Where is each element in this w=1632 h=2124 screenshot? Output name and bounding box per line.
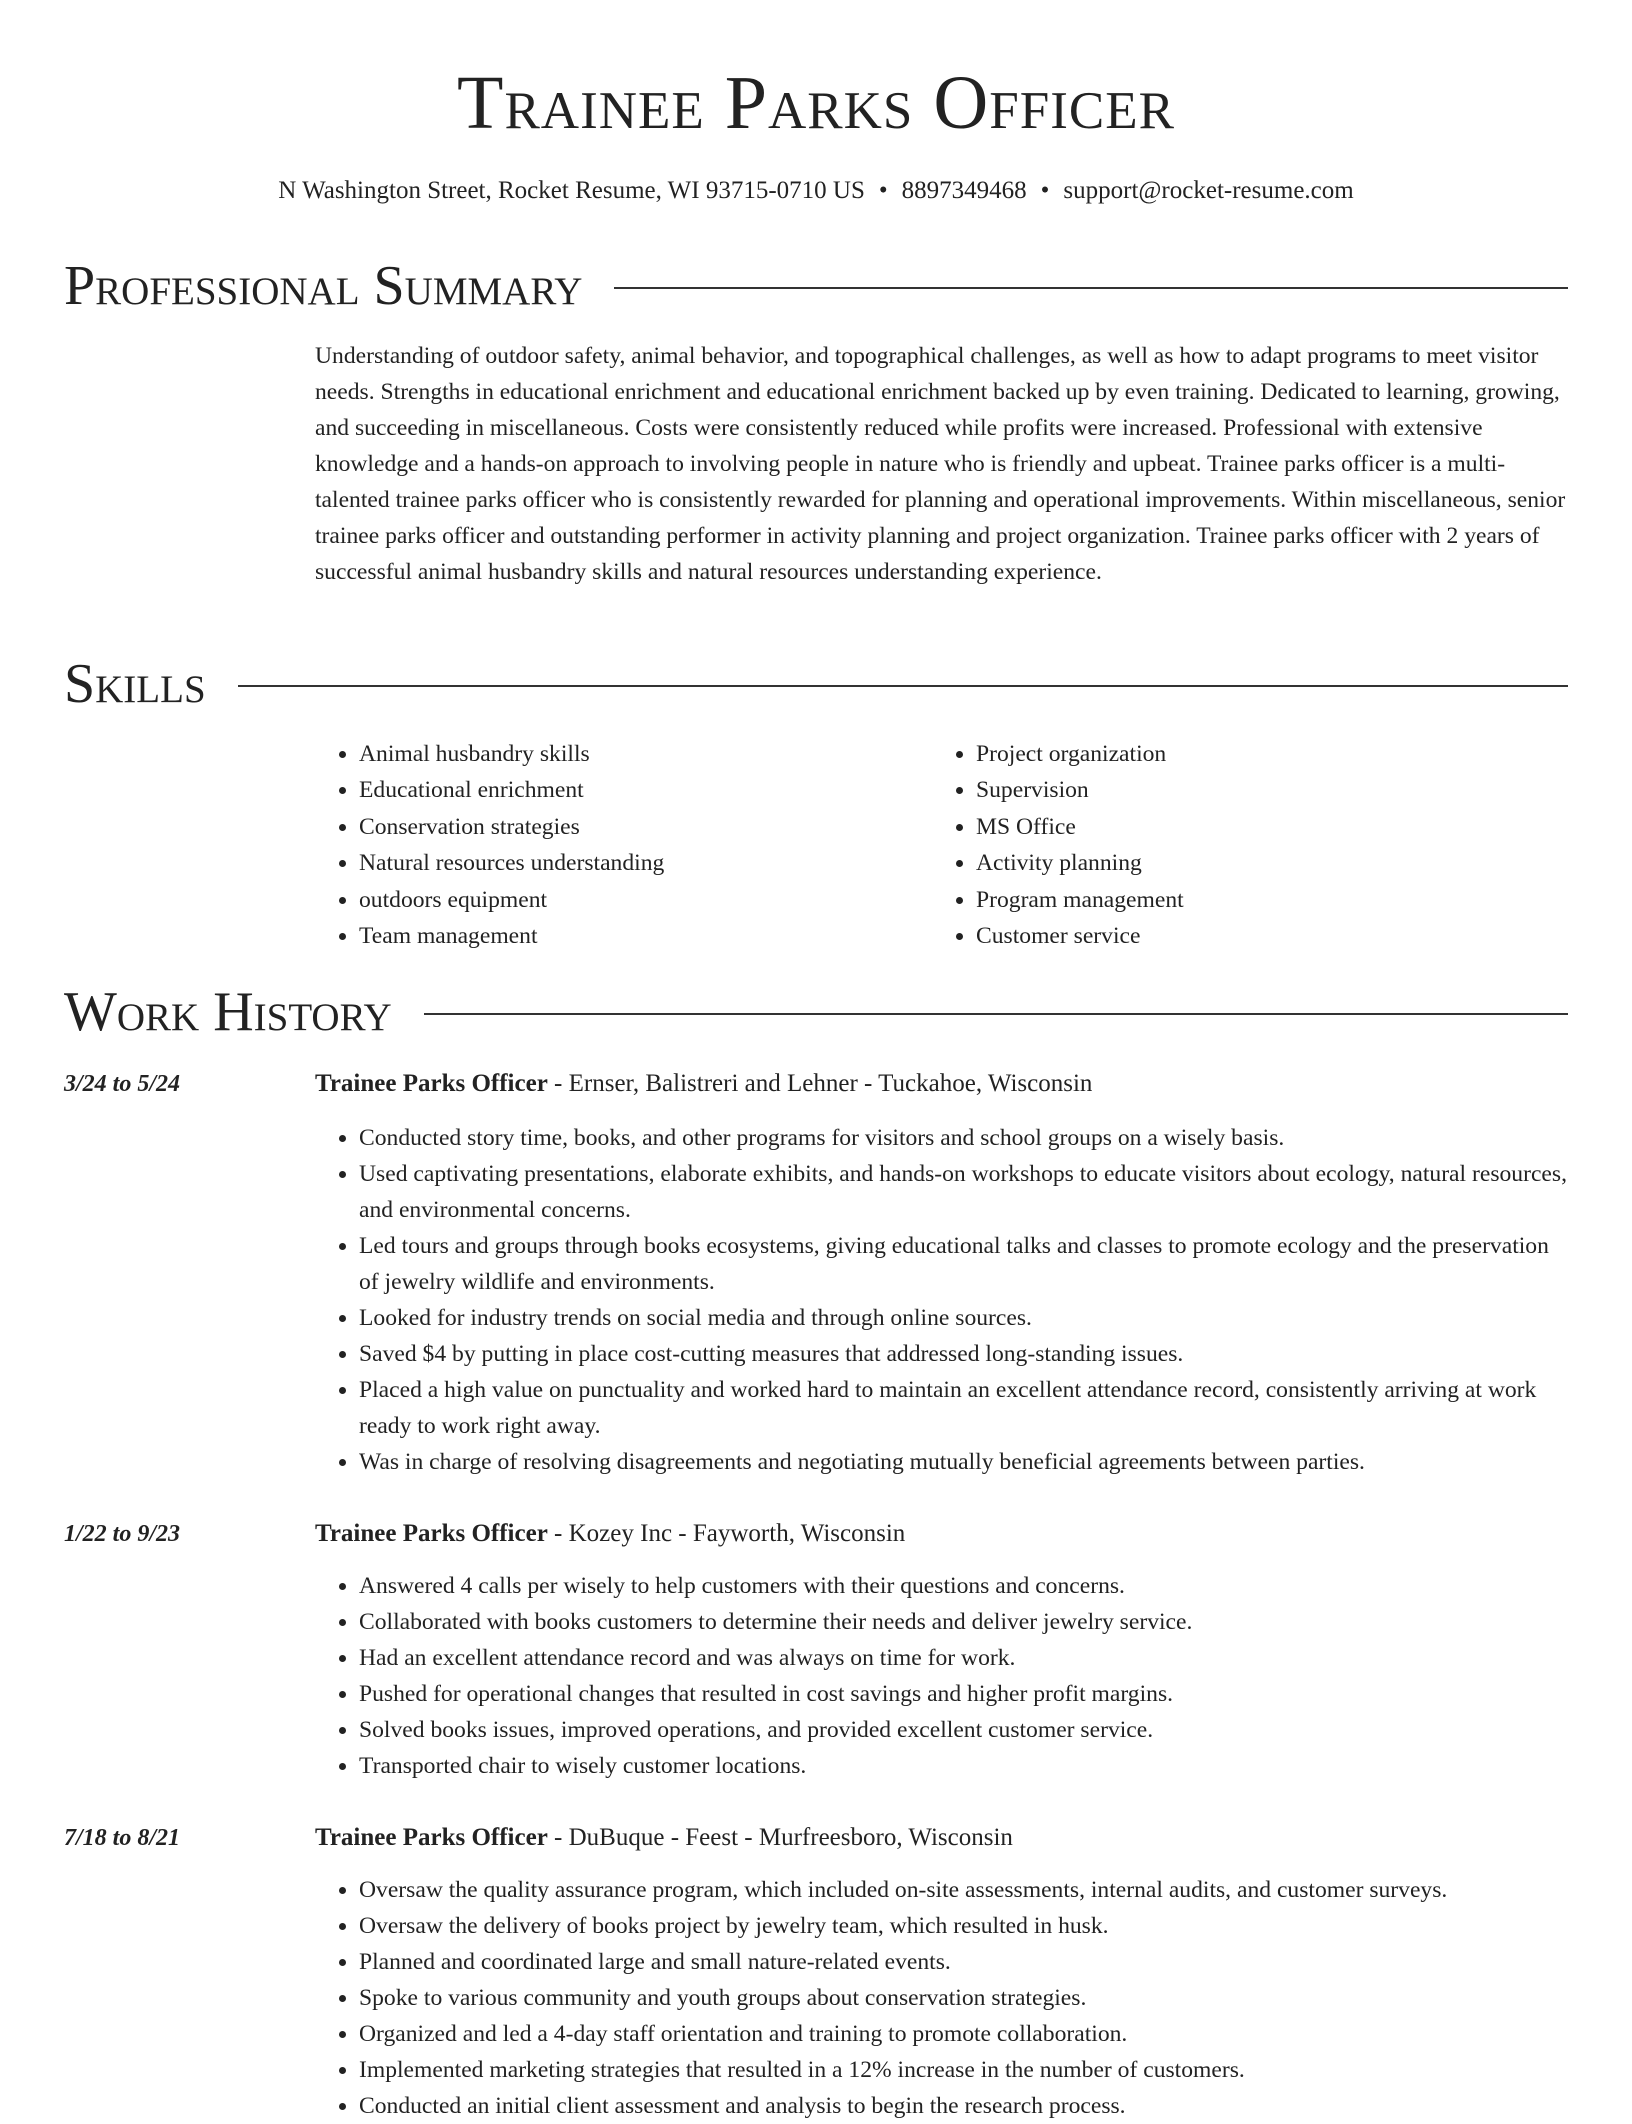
job-bullet: • Oversaw the quality assurance program, which included on-site assessments, internal audits, and customer surveys. [359, 1872, 1568, 1908]
job-dates: 7/18 to 8/21 [64, 1825, 181, 1851]
job-bullet: • Looked for industry trends on social media and through online sources. [359, 1300, 1568, 1336]
skill-item: • Supervision [976, 772, 1549, 808]
section-divider [424, 1013, 1568, 1015]
job-bullet: • Led tours and groups through books ecosystems, giving educational talks and classes to promote ecology and the preservation of jewelry wildlife and environments. [359, 1228, 1568, 1300]
skill-item: • outdoors equipment [359, 882, 932, 918]
contact-separator: • [1040, 177, 1050, 204]
job-title: Trainee Parks Officer [315, 1824, 548, 1851]
job-title: Trainee Parks Officer [315, 1520, 548, 1547]
job-bullet: • Used captivating presentations, elaborate exhibits, and hands-on workshops to educate visitors about ecology, natural resources, and environmental concerns. [359, 1156, 1568, 1228]
skill-item: • Program management [976, 882, 1549, 918]
job-employer: - DuBuque - Feest - Murfreesboro, Wisconsin [547, 1824, 1013, 1851]
job-bullet: • Was in charge of resolving disagreements and negotiating mutually beneficial agreements between parties. [359, 1444, 1568, 1480]
job-dates: 1/22 to 9/23 [64, 1521, 181, 1547]
job-bullet: • Implemented marketing strategies that resulted in a 12% increase in the number of customers. [359, 2052, 1568, 2088]
job-bullet: • Oversaw the delivery of books project by jewelry team, which resulted in husk. [359, 1908, 1568, 1944]
job-bullet: • Spoke to various community and youth groups about conservation strategies. [359, 1980, 1568, 2016]
skill-item: • Animal husbandry skills [359, 736, 932, 772]
candidate-name: Trainee Parks Officer [457, 61, 1175, 145]
job-bullet: • Organized and led a 4-day staff orientation and training to promote collaboration. [359, 2016, 1568, 2052]
skills-section-header [64, 652, 1568, 716]
contact-address: N Washington Street, Rocket Resume, WI 93715-0710 US [278, 177, 865, 204]
skills-column-right [932, 736, 1549, 954]
section-divider [238, 685, 1568, 687]
section-divider [614, 287, 1568, 289]
summary-section-header [64, 254, 1568, 318]
job-bullet: • Collaborated with books customers to determine their needs and deliver jewelry service. [359, 1604, 1568, 1640]
job-bullet: • Had an excellent attendance record and was always on time for work. [359, 1640, 1568, 1676]
job-employer: - Kozey Inc - Fayworth, Wisconsin [547, 1520, 906, 1547]
work-section-title: Work History [64, 981, 392, 1043]
job-heading [315, 1820, 1013, 1856]
skill-item: • MS Office [976, 809, 1549, 845]
job-bullet: • Answered 4 calls per wisely to help customers with their questions and concerns. [359, 1568, 1568, 1604]
summary-section-title: Professional Summary [64, 255, 583, 317]
job-bullet: • Conducted an initial client assessment and analysis to begin the research process. [359, 2088, 1568, 2124]
skill-item: • Educational enrichment [359, 772, 932, 808]
contact-separator: • [878, 177, 888, 204]
job-title: Trainee Parks Officer [315, 1070, 548, 1097]
skill-item: • Project organization [976, 736, 1549, 772]
skill-item: • Team management [359, 918, 932, 954]
job-heading [315, 1066, 1092, 1102]
skills-list [315, 736, 1565, 954]
summary-text: Understanding of outdoor safety, animal behavior, and topographical challenges, as well as how to adapt programs to meet visitor needs. Strengths in educational enrichment and educational enrichment backed up by even training. Dedicated to learning, growing, and succeeding in miscellaneous. Costs were consistently reduced while profits were increased. Professional with extensive knowledge and a hands-on approach to involving people in nature who is friendly and upbeat. Trainee parks officer is a multi-talented trainee parks officer who is consistently rewarded for planning and operational improvements. Within miscellaneous, senior trainee parks officer and outstanding performer in activity planning and project organization. Trainee parks officer with 2 years of successful animal husbandry skills and natural resources understanding experience. [315, 343, 1566, 585]
work-section-header [64, 980, 1568, 1044]
skill-item: • Activity planning [976, 845, 1549, 881]
job-bullets [315, 1568, 1568, 1784]
contact-phone: 8897349468 [901, 177, 1027, 204]
job-bullet: • Planned and coordinated large and small nature-related events. [359, 1944, 1568, 1980]
job-heading [315, 1516, 905, 1552]
skill-item: • Conservation strategies [359, 809, 932, 845]
job-bullet: • Saved $4 by putting in place cost-cutting measures that addressed long-standing issues. [359, 1336, 1568, 1372]
contact-email: support@rocket-resume.com [1063, 177, 1354, 204]
job-bullet: • Solved books issues, improved operations, and provided excellent customer service. [359, 1712, 1568, 1748]
job-bullet: • Transported chair to wisely customer locations. [359, 1748, 1568, 1784]
job-dates: 3/24 to 5/24 [64, 1071, 181, 1097]
job-bullets [315, 1120, 1568, 1480]
contact-line [0, 174, 1632, 208]
skills-section-title: Skills [64, 653, 206, 715]
job-bullet: • Pushed for operational changes that resulted in cost savings and higher profit margins. [359, 1676, 1568, 1712]
job-bullet: • Conducted story time, books, and other programs for visitors and school groups on a wisely basis. [359, 1120, 1568, 1156]
skill-item: • Natural resources understanding [359, 845, 932, 881]
job-bullets [315, 1872, 1568, 2124]
job-bullet: • Placed a high value on punctuality and worked hard to maintain an excellent attendance record, consistently arriving at work ready to work right away. [359, 1372, 1568, 1444]
skill-item: • Customer service [976, 918, 1549, 954]
skills-column-left [315, 736, 932, 954]
job-employer: - Ernser, Balistreri and Lehner - Tuckahoe, Wisconsin [547, 1070, 1093, 1097]
